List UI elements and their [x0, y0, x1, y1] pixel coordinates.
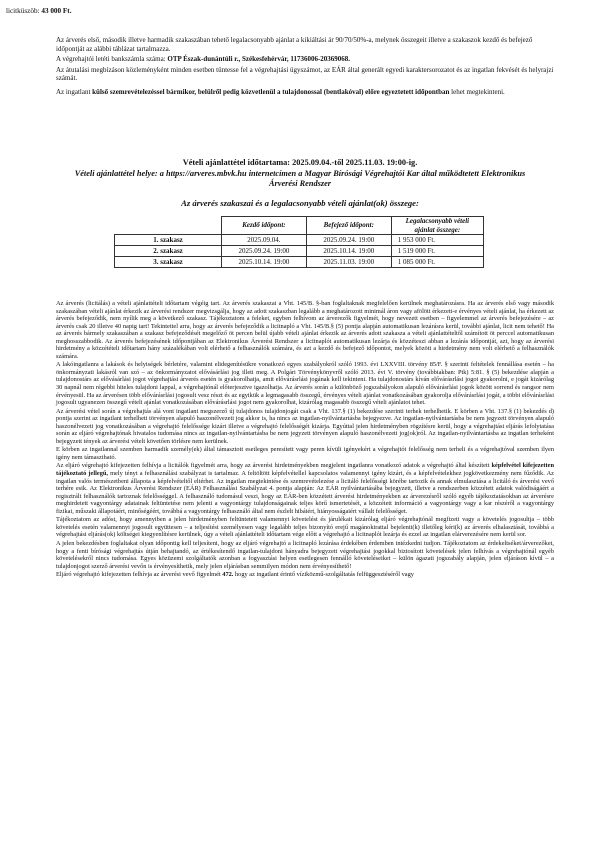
photo-disclaimer-a: Az eljáró végrehajtó kifejezetten felhívja a licitálók figyelmét arra, hogy az árverési hirdetményekben megjelent ingatlanra vonatkozó adatok a végrehajtó által készített [56, 462, 490, 470]
intro-section [56, 36, 554, 99]
amount-cell: 1 085 000 Ft. [391, 257, 483, 268]
start-cell: 2025.09.04. [222, 235, 307, 246]
end-cell: 2025.11.03. 19:00 [306, 257, 391, 268]
inspection-bold: külső szemrevételezéssel bármikor, belülről pedig közvetlenül a tulajdonossal (bentlakóval) előre egyeztetett időpontban [92, 87, 450, 96]
utility-claims-paragraph: A jelen bekezdésben foglaltakat olyan időpontig kell teljesíteni, hogy az eljáró végrehajtó a licitnapló lezárása érdekében érdemben intézkedni tudjon. Tájékoztatom az érdekeltséket/árverezőket, hogy a fenti bírósági végrehajtás útján behajtandó, az értékesítendő ingatlan-tulajdoni hányadra bejegyzett végrehajtási jogokkal biztosított követelések jelen felhívás a végrehajtónál egyéb követelésekről nincs tudomása. Egyes közüzemi szolgáltatók azonban a fogyasztási helyen esetlegesen fennálló követeléseiket – külön ágazati jogszabály alapján, jelen eljáráson kívül – a tulajdonjogot szerző árverési vevőn is érvényesíthetik, mely jelen eljárásban semmilyen módon nem érvényesíthető! [56, 539, 554, 570]
final-notice-a: Eljáró végrehajtó kifejezetten felhívja az árverési vevő figyelmét [56, 571, 221, 579]
stage-cell: 2. szakasz [115, 246, 222, 257]
stages-table-header [115, 217, 484, 235]
header-end: Befejező időpont: [306, 217, 391, 235]
bank-account-value: OTP Észak-dunántúli r., Székesfehérvár, 11736006-20369068. [167, 55, 351, 64]
page-number: 472. [222, 571, 234, 579]
header-start: Kezdő időpont: [222, 217, 307, 235]
end-cell: 2025.09.24. 19:00 [306, 235, 391, 246]
table-row [115, 257, 484, 268]
encumbrances-paragraph: Az árverési vétel során a végrehajtás alá vont ingatlant megszerző új tulajdonos tulajdonjogát csak a Vht. 137.§ (1) bekezdése szerinti terhek terhelhetik. E körben a Vht. 137.§ (1) bekezdés d) pontja szerint az ingatlant terhelheti törvényen alapuló haszonélvezeti jog akkor is, ha nincs az ingatlan-nyilvántartásba bejegyezve. Az ingatlan-nyilvántartásba be nem jegyzett törvényen alapuló haszonélvezeti jog vonatkozásában a végrehajtó felelőssége kizárt illetve a végrehajtó felelősségét kizárja. Egyúttal jelen hirdetményben rögzítésre kerül, hogy a végrehajtási eljárás lefolytatása során az eljáró végrehajtónak hivatalos tudomása nincs az ingatlan-nyilvántartásba be nem jegyzett törvényen alapuló haszonélvezeti jog(ok)ról. Az ingatlan-nyilvántartásba az ingatlan terheként bejegyzett tények az árverési vételt követően törlésre nem kerülnek. [56, 407, 554, 445]
bidding-period [60, 158, 540, 190]
final-notice-paragraph [56, 571, 554, 579]
stage-cell: 3. szakasz [115, 257, 222, 268]
bank-account-paragraph [56, 55, 554, 64]
preemption-paragraph: A lakóingatlanra a lakások és helyiségek bérletére, valamint elidegenítésükre vonatkozó egyes szabályokról szóló 1993. évi LXXVIII. törvény 85/F. § szerinti feltételek fennállása esetén – ha önkormányzati lakásról van szó – az önkormányzatot elővásárlási jog illeti meg. A Polgári Törvénykönyvről szóló 2013. évi V. törvény (továbbiakban: Ptk) 5:81. § (5) bekezdése alapján a tulajdonostárs az elővásárlási jogot végrehajtási árverés esetén is gyakorolhatja, amit elővárásrlási jogának kell tekinteni. Ha tulajdonostárs kíván elővárásrlási jogot gyakorolni, e jogát kizárólag 30 napnál nem régebbi hiteles tulajdoni lappal, a végrehajtónál előterjesztve igazolhatja. Az árverés során a különböző jogszabályokon alapuló elővárásrlási jogok között sorrend és rangsor nem érvényesül. Ha az árverésen több elővárásrlási jogosult vesz részt és az egyikük a legmagasabb összegű, érvényes vételi ajánlat vonatkozásában gyakorolja elővárásrlási jogát, a többi elővárásrlási jogosult ugyanezen összegű vételi ajánlat vonatkozásában elővárásrlási jogot nem gyakorolhat, kizárólag magasabb összegű vételi ajánlatot tehet. [56, 361, 554, 407]
start-cell: 2025.09.24. 19:00 [222, 246, 307, 257]
intro-stages-paragraph: Az árverés első, második illetve harmadik szakaszában tehető legalacsonyabb ajánlat a kikiáltási ár 90/70/50%-a, melynek összegeit illetve a szakaszok kezdő és befejező időpontját az alábbi táblázat tartalmazza. [56, 36, 533, 53]
inspection-paragraph [56, 88, 554, 97]
bank-account-label: A végrehajtói letéti bankszámla száma: [56, 55, 166, 64]
bidding-period-venue: Vételi ajánlattétel helye: a https://arveres.mbvk.hu internetcímen a Magyar Bírósági Végrehajtói Kar által működtetett Elektronikus Árverési Rendszer [74, 168, 526, 188]
stages-table [114, 216, 484, 268]
final-notice-b: hogy az ingatlant érintő víziközmű-szolgáltatás felfüggesztéséről vagy [234, 571, 414, 579]
header-amount: Legalacsonyabb vételi ajánlat összege: [391, 217, 483, 235]
bidding-period-duration: Vételi ajánlattétel időtartama: 2025.09.04.-től 2025.11.03. 19:00-ig. [182, 158, 418, 167]
start-cell: 2025.10.14. 19:00 [222, 257, 307, 268]
inspection-suffix: lehet megtekinteni. [451, 87, 505, 96]
debtor-notice-paragraph: Tájékoztatom az adóst, hogy amennyiben a jelen hirdetményben feltüntetett valamennyi követelést és járulékait kizárólag eljáró végrehajtónál megfizeti vagy a követelés jogosultja – több követelés esetén valamennyi jogosult együttesen – a teljesítést személyesen vagy legalább teljes bizonyító erejű magánokirattal bejelenti(k) illetőleg kéri(k) az árverés elhalasztását, továbbá a végrehajtási eljárás(ok) költségei kiegyenlítésre kerülnek, úgy a vételi ajánlattételi időtartam vége előtt a végrehajtó a licitnaplót lezárja és ezzel az ingatlan elárverezésére nem kerül sor. [56, 516, 554, 539]
third-party-claims-paragraph: E körben az ingatlannal szemben harmadik személy(ek) által támasztott esetleges peresített vagy peren kívüli igényekért a végrehajtót felelősség nem terheli és a végrehajtóval szemben ilyen igény nem támasztható. [56, 446, 554, 461]
amount-cell: 1 519 000 Ft. [391, 246, 483, 257]
header-blank-cell [115, 217, 222, 235]
bid-increment-value: 43 000 Ft. [41, 7, 72, 15]
photo-disclaimer-bold: képfelvétel kifejezetten tájékoztató jellegű, [56, 462, 554, 478]
stages-table-title: Az árverés szakaszai és a legalacsonyabb vételi ajánlat(ok) összege: [181, 198, 419, 208]
transfer-note-paragraph: Az átutalási megbízáson közleményként minden esetben tüntesse fel a végrehajtási ügyszámot, az EÁR által generált egyedi karaktersorozatot és az ingatlan fekvését és helyrajzi számát. [56, 65, 554, 83]
end-cell: 2025.10.14. 19:00 [306, 246, 391, 257]
amount-cell: 1 953 000 Ft. [391, 235, 483, 246]
table-row [115, 235, 484, 246]
body-text [56, 300, 554, 580]
auction-rules-paragraph: Az árverés (licitálás) a vételi ajánlattételi időtartam végéig tart. Az árverés szakaszai a Vht. 145/B. §-ban foglaltaknak megfelelően kerülnek meghatározásra. Ha az árverés első vagy második szakaszában vételi ajánlat érkezik az árverési rendszer megvizsgálja, hogy az adott szakaszban legalább a meghatározott minimál áron vagy afölött érkezett-e érvényes vételi ajánlat, ha érkezett az árverés befejeződik, nem nyílik meg a következő szakasz. Tájékoztatom a feleket, egyben felhívom az árverezők figyelmét, hogy nevezett esetben – figyelemmel az árverés befejezésére – az árverés csak 20 illetve 40 napig tart! Tekintettel arra, hogy az árverés befejeződik a licitnapló a Vht. 145/B.§ (5) pontja alapján automatikusan lezárásra kerül, további ajánlat, licit nem tehető! Ha az árverés bármely szakaszában a szakasz befejeződését megelőző öt percen belül újabb vételi ajánlat érkezik az árverés adott szakasza a vételi ajánlattételtől számított öt perccel automatikusan meghosszabbodik. Az árverés befejezésének időpontjában az Elektronikus Árverési Rendszer a licitnaplót automatikusan lezárja és közzéteszi abban a lezárás időpontját, azt, hogy az árverési hirdetmény a közzétételi időtartam hány százalékában volt elérhető a felhasználók számára, és azt a kezdő és befejező időpontot, melyek között a hirdetmény nem volt elérhető a felhasználók számára. [56, 300, 554, 360]
photo-disclaimer-c: mely tényt a felhasználási szabályzat is tartalmaz. A feltöltött képfelvétellel kapcsolatos valamennyi igény kizárt, és a képfelvételekhez jogkövetkezmény nem fűződik. Az ingatlan valós természetbeni állapota a képfelvételtől eltérhet. Az ingatlan megtekintése és szemrevételezése a licitáló felelősségi körébe tartozik és annak elmulasztása a licitáló és árverési vevő terhére esik. Az Elektronikus Árverési Rendszer (EÁR) Felhasználási Szabályzat 4. pontja alapján: Az EÁR nyilvántartásába bejegyzett, illetve a rendszerben közzétett adatok valódiságáért a regisztrált felhasználók tartoznak felelősséggel. A felhasználó tudomásul veszi, hogy az EÁR-ben közzétett árverési hirdetményekben az árverezésről szóló egyéb tájékoztatásokban az árverésre meghirdetett vagyontárgy adatainak feltüntetése nem jelenti a vagyontárgy tulajdonságainak teljes körű ismertetését, a közzétett információ a vagyontárgy vagy a kar részéről a vagyontárgy fizikai, műszaki állapotáért, minőségéért, továbbá a vagyontárgy felhasználó által nem észlelt hibáiért, hiányosságaiért vállalt felelősséget. [56, 470, 554, 515]
inspection-prefix: Az ingatlant [56, 87, 91, 96]
photo-disclaimer-paragraph [56, 462, 554, 515]
bid-increment-label: licitküszöb: [6, 7, 40, 15]
table-row [115, 246, 484, 257]
bid-increment [6, 7, 72, 15]
stage-cell: 1. szakasz [115, 235, 222, 246]
